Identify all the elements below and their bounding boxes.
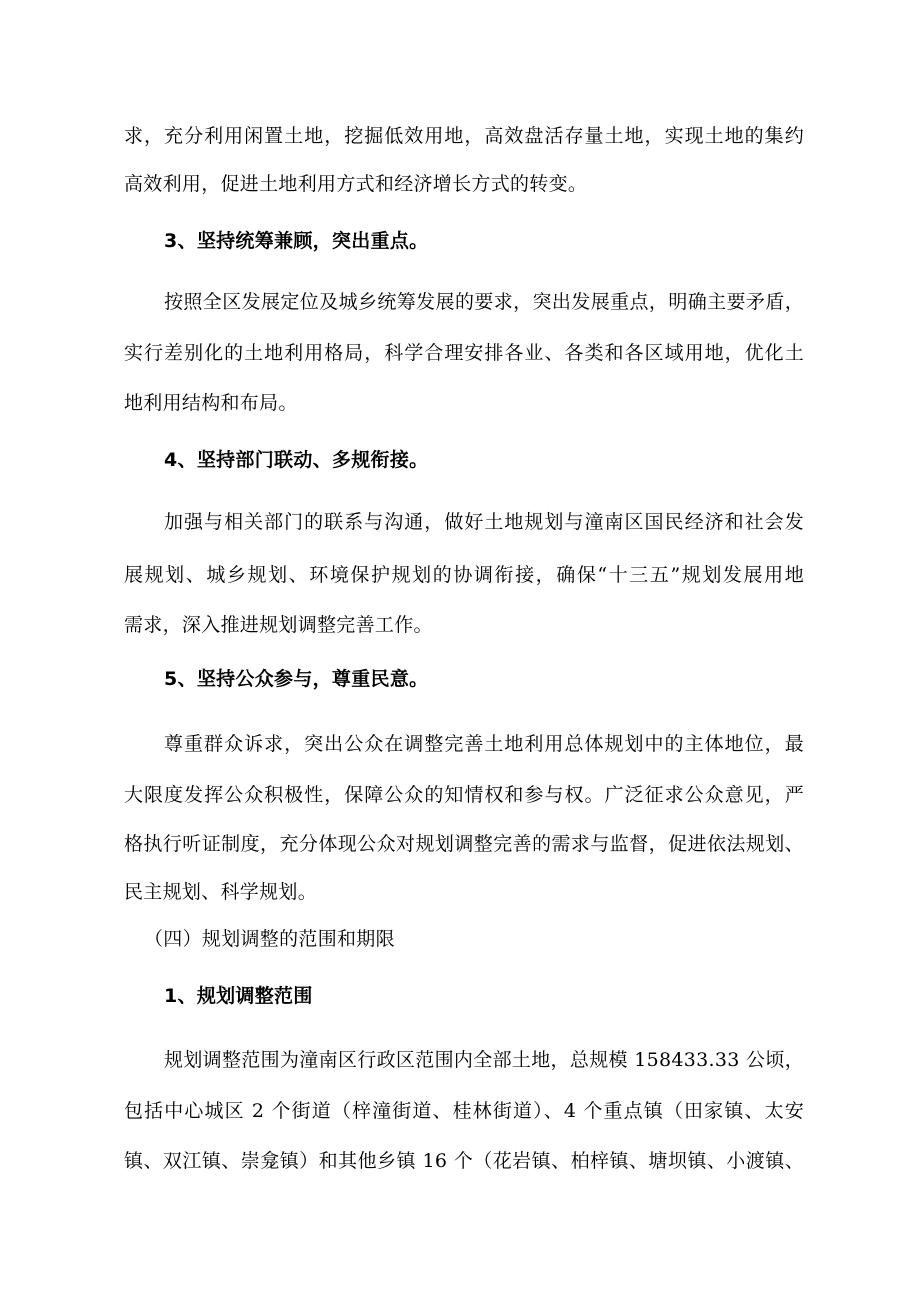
paragraph-line: 地利用结构和布局。 <box>124 392 298 414</box>
paragraph-line: 展规划、城乡规划、环境保护规划的协调衔接，确保“十三五”规划发展用地 <box>124 564 804 586</box>
paragraph-line: 大限度发挥公众积极性，保障公众的知情权和参与权。广泛征求公众意见，严 <box>124 784 804 806</box>
paragraph-line: 高效利用，促进土地利用方式和经济增长方式的转变。 <box>124 173 588 195</box>
paragraph-line: 镇、双江镇、崇龛镇）和其他乡镇 16 个（花岩镇、柏梓镇、塘坝镇、小渡镇、 <box>124 1150 804 1172</box>
paragraph-line: 民主规划、科学规划。 <box>124 881 318 903</box>
paragraph-line: 规划调整范围为潼南区行政区范围内全部土地，总规模 158433.33 公顷， <box>164 1049 804 1071</box>
paragraph-line: 按照全区发展定位及城乡统筹发展的要求，突出发展重点，明确主要矛盾， <box>164 291 804 313</box>
section-heading-4: 4、坚持部门联动、多规衔接。 <box>164 449 429 471</box>
subsection-title: （四）规划调整的范围和期限 <box>144 928 395 950</box>
paragraph-line: 加强与相关部门的联系与沟通，做好土地规划与潼南区国民经济和社会发 <box>164 511 804 533</box>
paragraph-line: 格执行听证制度，充分体现公众对规划调整完善的需求与监督，促进依法规划、 <box>124 833 804 855</box>
paragraph-line: 尊重群众诉求，突出公众在调整完善土地利用总体规划中的主体地位，最 <box>164 733 804 755</box>
section-heading-1: 1、规划调整范围 <box>164 985 313 1007</box>
paragraph-line: 需求，深入推进规划调整完善工作。 <box>124 614 433 636</box>
paragraph-line: 实行差别化的土地利用格局，科学合理安排各业、各类和各区域用地，优化土 <box>124 342 804 364</box>
paragraph-line: 包括中心城区 2 个街道（梓潼街道、桂林街道）、4 个重点镇（田家镇、太安 <box>124 1100 804 1122</box>
paragraph-line: 求，充分利用闲置土地，挖掘低效用地，高效盘活存量土地，实现土地的集约 <box>124 125 804 147</box>
section-heading-5: 5、坚持公众参与，尊重民意。 <box>164 668 429 690</box>
section-heading-3: 3、坚持统筹兼顾，突出重点。 <box>164 230 429 252</box>
